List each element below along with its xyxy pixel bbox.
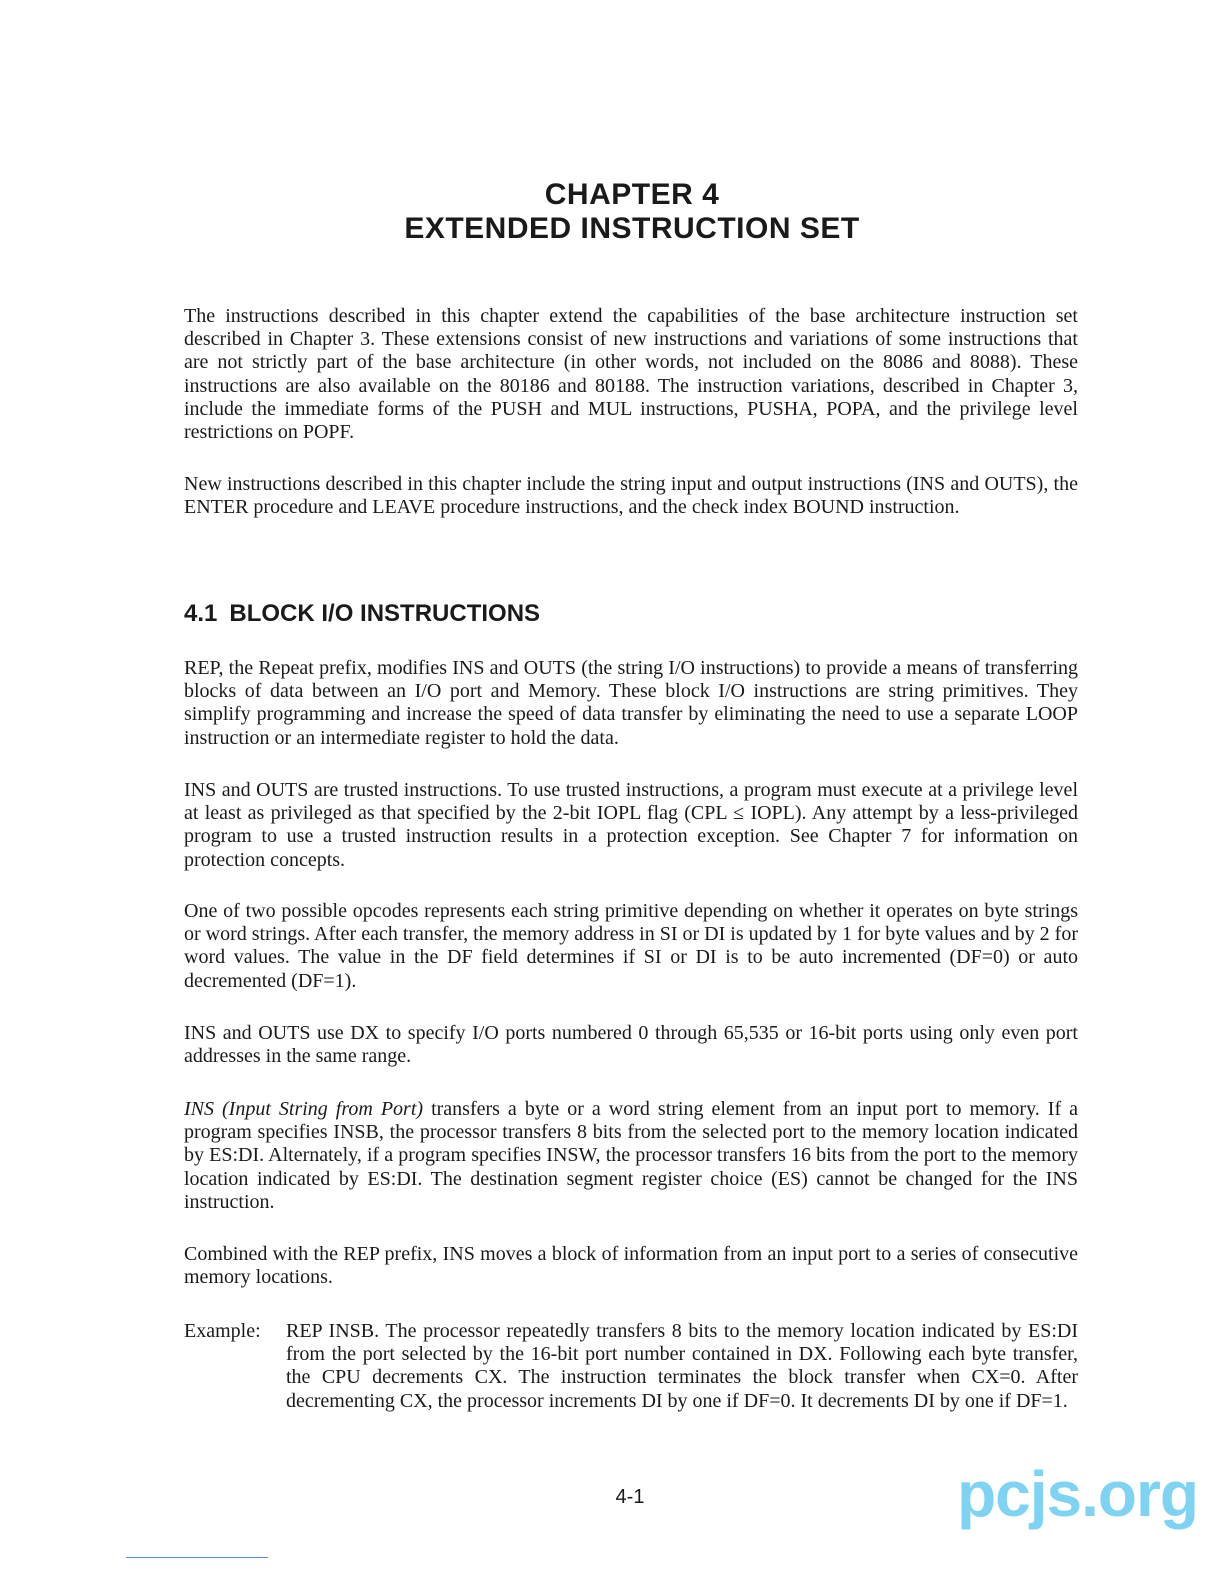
example-text: REP INSB. The processor repeatedly transfers 8 bits to the memory location indicated by ES:DI from the port selected by the 16-bit port number contained in DX. Following each byte transfer, the CPU decrements CX. The instruction terminates the block transfer when CX=0. After decrementing CX, the processor increments DI by one if DF=0. It decrements DI by one if DF=1. bbox=[286, 1320, 1078, 1412]
intro-paragraph-1: The instructions described in this chapter extend the capabilities of the base architecture instruction set described in Chapter 3. These extensions consist of new instructions and variations of some instructions that are not strictly part of the base architecture (in other words, not included on the 8086 and 8088). These instructions are also available on the 80186 and 80188. The instruction variations, described in Chapter 3, include the immediate forms of the PUSH and MUL instructions, PUSHA, POPA, and the privilege level restrictions on POPF. bbox=[184, 305, 1078, 444]
section-number: 4.1 bbox=[184, 600, 218, 627]
chapter-heading bbox=[0, 178, 1224, 246]
page-number: 4-1 bbox=[615, 1486, 645, 1508]
section-heading bbox=[184, 600, 540, 628]
ins-description: transfers a byte or a word string element from an input port to memory. If a program specifies INSB, the processor transfers 8 bits from the selected port to the memory location indicated by ES:DI. Alternately, if a program specifies INSW, the processor transfers 16 bits from the port to the memory location indicated by ES:DI. The destination segment register choice (ES) cannot be changed for the INS instruction. bbox=[184, 1098, 1079, 1213]
intro-paragraph-2: New instructions described in this chapter include the string input and output instructions (INS and OUTS), the ENTER procedure and LEAVE procedure instructions, and the check index BOUND instruction. bbox=[184, 473, 1078, 519]
chapter-label: CHAPTER 4 bbox=[544, 178, 720, 211]
rep-paragraph: Combined with the REP prefix, INS moves a block of information from an input port to a series of consecutive memory locations. bbox=[184, 1243, 1078, 1289]
ins-paragraph bbox=[184, 1098, 1078, 1214]
section-paragraph-1: REP, the Repeat prefix, modifies INS and OUTS (the string I/O instructions) to provide a means of transferring blocks of data between an I/O port and Memory. These block I/O instructions are string primitives. They simplify programming and increase the speed of data transfer by eliminating the need to use a separate LOOP instruction or an intermediate register to hold the data. bbox=[184, 657, 1078, 749]
section-title: BLOCK I/O INSTRUCTIONS bbox=[229, 600, 541, 627]
footer-rule bbox=[126, 1557, 268, 1558]
section-paragraph-4: INS and OUTS use DX to specify I/O ports numbered 0 through 65,535 or 16-bit ports using only even port addresses in the same range. bbox=[184, 1022, 1078, 1068]
example-label: Example: bbox=[184, 1320, 261, 1342]
ins-term: INS (Input String from Port) bbox=[184, 1098, 424, 1120]
chapter-title: EXTENDED INSTRUCTION SET bbox=[404, 212, 860, 245]
section-paragraph-2: INS and OUTS are trusted instructions. To use trusted instructions, a program must execute at a privilege level at least as privileged as that specified by the 2-bit IOPL flag (CPL ≤ IOPL). Any attempt by a less-privileged program to use a trusted instruction results in a protection exception. See Chapter 7 for information on protection concepts. bbox=[184, 779, 1078, 871]
pcjs-watermark-logo: pcjs.org bbox=[957, 1458, 1198, 1530]
section-paragraph-3: One of two possible opcodes represents each string primitive depending on whether it operates on byte strings or word strings. After each transfer, the memory address in SI or DI is updated by 1 for byte values and by 2 for word values. The value in the DF field determines if SI or DI is to be auto incremented (DF=0) or auto decremented (DF=1). bbox=[184, 900, 1078, 992]
